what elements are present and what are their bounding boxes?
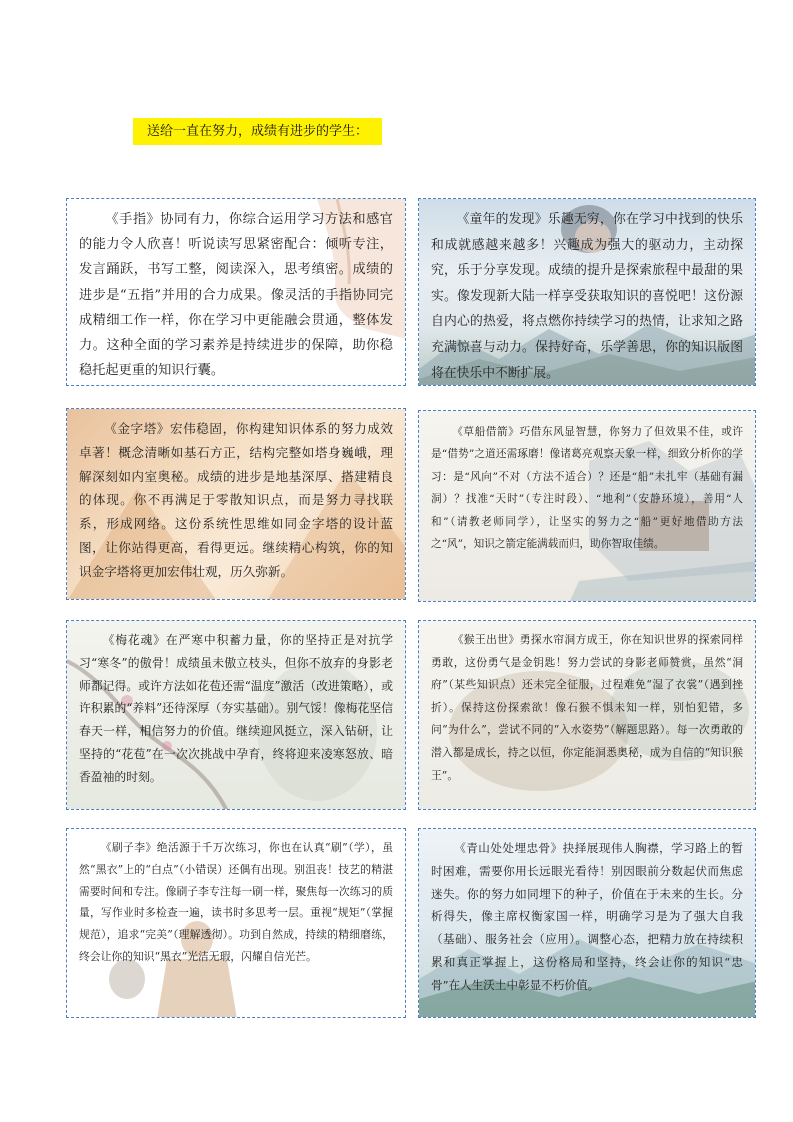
card-qingshan bbox=[418, 828, 756, 1018]
card-text: 《刷子李》绝活源于千万次练习，你也在认真“刷”（学），虽然“黑衣”上的“白点”（小错误）还偶有出现。别沮丧！技艺的精湛需要时间和专注。像刷子李专注每一刷一样，聚焦每一次练习的质量，写作业时多检查一遍，读书时多思考一层。重视“规矩”（掌握规范），追求“完美”（理解透彻）。功到自然成，持续的精细磨练，终会让你的知识“黑衣”光洁无瑕，闪耀自信光芒。 bbox=[79, 841, 393, 963]
card-jinzita bbox=[66, 408, 406, 600]
card-text: 《梅花魂》在严寒中积蓄力量，你的坚持正是对抗学习“寒冬”的傲骨！成绩虽未傲立枝头，但你不放弃的身影老师都记得。或许方法如花苞还需“温度”激活（改进策略），或许积累的“养料”还待深厚（夯实基础）。别气馁！像梅花坚信春天一样，相信努力的价值。继续迎风挺立，深入钻研，让坚持的“花苞”在一次次挑战中孕育，终将迎来凌寒怒放、暗香盈袖的时刻。 bbox=[79, 633, 393, 784]
card-text: 《草船借箭》巧借东风显智慧，你努力了但效果不佳，或许是“借势”之道还需琢磨！像诸葛亮观察天象一样，细致分析你的学习：是“风向”不对（方法不适合）？还是“船”未扎牢（基础有漏洞）？找准“天时”（专注时段）、“地利”（安静环境），善用“人和”（请教老师同学），让坚实的努力之“船”更好地借助方法之“风”，知识之箭定能满载而归，助你智取佳绩。 bbox=[431, 426, 743, 551]
card-text: 《手指》协同有力，你综合运用学习方法和感官的能力令人欣喜！听说读写思紧密配合：倾听专注，发言踊跃，书写工整，阅读深入，思考缜密。成绩的进步是“五指”并用的合力成果。像灵活的手指协同完成精细工作一样，你在学习中更能融会贯通，整体发力。这种全面的学习素养是持续进步的保障，助你稳稳托起更重的知识行囊。 bbox=[79, 212, 393, 379]
card-text: 《金字塔》宏伟稳固，你构建知识体系的努力成效卓著！概念清晰如基石方正，结构完整如塔身巍峨，理解深刻如内室奥秘。成绩的进步是地基深厚、搭建精良的体现。你不再满足于零散知识点，而是努力寻找联系，形成网络。这份系统性思维如同金字塔的设计蓝图，让你站得更高，看得更远。继续精心构筑，你的知识金字塔将更加宏伟壮观，历久弥新。 bbox=[79, 421, 393, 579]
card-text: 《童年的发现》乐趣无穷，你在学习中找到的快乐和成就感越来越多！兴趣成为强大的驱动力，主动探究，乐于分享发现。成绩的提升是探索旅程中最甜的果实。像发现新大陆一样享受获取知识的喜悦吧！这份源自内心的热爱，将点燃你持续学习的热情，让求知之路充满惊喜与动力。保持好奇，乐学善思，你的知识版图将在快乐中不断扩展。 bbox=[431, 212, 743, 381]
card-caochuan bbox=[418, 410, 756, 602]
headline-banner: 送给一直在努力，成绩有进步的学生： bbox=[133, 118, 382, 145]
card-meihua bbox=[66, 620, 406, 810]
card-tongnian bbox=[418, 198, 756, 386]
card-houwang bbox=[418, 620, 756, 810]
card-text: 《青山处处埋忠骨》抉择展现伟人胸襟，学习路上的暂时困难，需要你用长远眼光看待！别因眼前分数起伏而焦虑迷失。你的努力如同埋下的种子，价值在于未来的生长。分析得失，像主席权衡家国一样，明确学习是为了强大自我（基础）、服务社会（应用）。调整心态，把精力放在持续积累和真正掌握上，这份格局和坚持，终会让你的知识“忠骨”在人生沃土中彰显不朽价值。 bbox=[431, 841, 743, 992]
card-shuazili bbox=[66, 828, 406, 1018]
card-text: 《猴王出世》勇探水帘洞方成王，你在知识世界的探索同样勇敢，这份勇气是金钥匙！努力尝试的身影老师赞赏，虽然“洞府”（某些知识点）还未完全征服，过程难免“湿了衣裳”（遇到挫折）。保持这份探索欲！像石猴不惧未知一样，别怕犯错，多问“为什么”，尝试不同的“入水姿势”（解题思路）。每一次勇敢的潜入都是成长，持之以恒，你定能洞悉奥秘，成为自信的“知识猴王”。 bbox=[431, 633, 743, 782]
card-shouzhi bbox=[66, 198, 406, 386]
